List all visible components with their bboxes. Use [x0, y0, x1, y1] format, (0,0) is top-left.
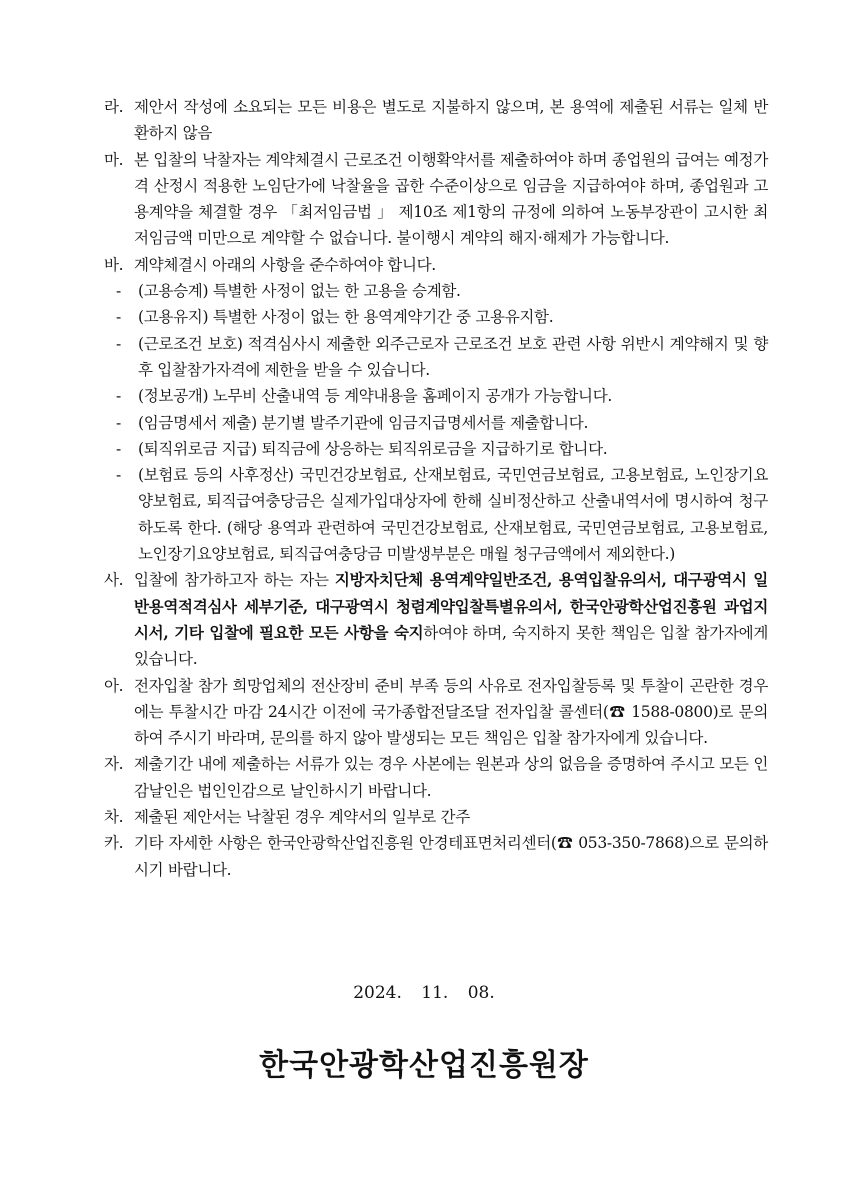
- item-a: [104, 673, 768, 752]
- sub-item-dash: -: [116, 439, 121, 458]
- item-sa-suffix: 하여야 하며, 숙지하지 못한 책임은 입찰 참가자에게 있습니다.: [134, 623, 768, 669]
- item-label: 사.: [104, 571, 124, 590]
- item-text: 기타 자세한 사항은 한국안광학산업진흥원 안경테표면처리센터(☎ 053-350-7868)으로 문의하시기 바랍니다.: [134, 834, 768, 879]
- item-sa-bold-text: 지방자치단체 용역계약일반조건, 용역입찰유의서, 대구광역시 일반용역적격심사 세부기준, 대구광역시 청렴계약입찰특별유의서, 한국안광학산업진흥원 과업지시서, 기타 입찰에 필요한 모든 사항을 숙지: [134, 570, 768, 642]
- sub-item-insurance-settlement: [104, 462, 768, 567]
- sub-item-wage-statement: [104, 410, 768, 436]
- item-label: 자.: [104, 755, 124, 774]
- item-label: 라.: [104, 98, 124, 116]
- sub-item-text: (퇴직위로금 지급) 퇴직금에 상응하는 퇴직위로금을 지급하기로 합니다.: [138, 439, 608, 458]
- item-text: 제출된 제안서는 낙찰된 경우 계약서의 일부로 간주: [134, 808, 470, 827]
- sub-item-information-disclosure: [104, 383, 768, 409]
- item-sa: [104, 567, 768, 672]
- sub-item-dash: -: [116, 334, 121, 353]
- item-ka: [104, 830, 768, 883]
- sub-item-dash: -: [116, 466, 121, 485]
- document-date: 2024. 11. 08.: [353, 983, 495, 1003]
- sub-item-dash: -: [116, 308, 121, 327]
- item-ja: [104, 751, 768, 804]
- sub-item-retirement-allowance: [104, 436, 768, 462]
- sub-item-working-conditions: [104, 331, 768, 384]
- item-cha: [104, 804, 768, 830]
- notice-body: [104, 94, 768, 883]
- item-text: 제안서 작성에 소요되는 모든 비용은 별도로 지불하지 않으며, 본 용역에 제출된 서류는 일체 반환하지 않음: [134, 98, 768, 143]
- sub-item-dash: -: [116, 282, 121, 301]
- issuer-signature: 한국안광학산업진흥원장: [259, 1048, 589, 1083]
- sub-item-dash: -: [116, 387, 121, 406]
- item-label: 카.: [104, 834, 124, 853]
- item-label: 마.: [104, 150, 124, 169]
- item-ra: [104, 94, 768, 147]
- item-label: 바.: [104, 255, 124, 274]
- item-text: 전자입찰 참가 희망업체의 전산장비 준비 부족 등의 사유로 전자입찰등록 및 투찰이 곤란한 경우에는 투찰시간 마감 24시간 이전에 국가종합전달조달 전자입찰 콜센터(☎ 1588-0800)로 문의하여 주시기 바라며, 문의를 하지 않아 발생되는 모든 책임은 입찰 참가자에게 있습니다.: [134, 676, 768, 748]
- item-text: 본 입찰의 낙찰자는 계약체결시 근로조건 이행확약서를 제출하여야 하며 종업원의 급여는 예정가격 산정시 적용한 노임단가에 낙찰율을 곱한 수준이상으로 임금을 지급하여야 하며, 종업원과 고용계약을 체결할 경우 「최저임금법 」 제10조 제1항의 규정에 의하여 노동부장관이 고시한 최저임금액 미만으로 계약할 수 없습니다. 불이행시 계약의 해지·해제가 가능합니다.: [134, 150, 768, 248]
- sub-item-text: (정보공개) 노무비 산출내역 등 계약내용을 홈페이지 공개가 가능합니다.: [138, 387, 613, 406]
- item-text: [134, 567, 768, 672]
- item-ba: [104, 252, 768, 278]
- sub-item-text: (고용유지) 특별한 사정이 없는 한 용역계약기간 중 고용유지함.: [138, 308, 554, 327]
- item-ma: [104, 147, 768, 252]
- sub-item-employment-maintenance: [104, 304, 768, 330]
- item-text: 계약체결시 아래의 사항을 준수하여야 합니다.: [134, 255, 436, 274]
- sub-item-text: (근로조건 보호) 적격심사시 제출한 외주근로자 근로조건 보호 관련 사항 위반시 계약해지 및 향후 입찰참가자격에 제한을 받을 수 있습니다.: [138, 334, 768, 379]
- sub-item-dash: -: [116, 413, 121, 432]
- sub-item-text: (고용승계) 특별한 사정이 없는 한 고용을 승계함.: [138, 282, 461, 301]
- sub-item-employment-succession: [104, 278, 768, 304]
- item-label: 아.: [104, 676, 124, 695]
- sub-item-text: (보험료 등의 사후정산) 국민건강보험료, 산재보험료, 국민연금보험료, 고용보험료, 노인장기요양보험료, 퇴직급여충당금은 실제가입대상자에 한해 실비정산하고 산출내역서에 명시하여 청구하도록 한다. (해당 용역과 관련하여 국민건강보험료, 산재보험료, 국민연금보험료, 고용보험료, 노인장기요양보험료, 퇴직급여충당금 미발생부분은 매월 청구금액에서 제외한다.): [138, 466, 768, 564]
- sub-item-text: (임금명세서 제출) 분기별 발주기관에 임금지급명세서를 제출합니다.: [138, 413, 589, 432]
- item-label: 차.: [104, 808, 124, 827]
- item-sa-prefix: 입찰에 참가하고자 하는 자는: [134, 571, 335, 590]
- item-text: 제출기간 내에 제출하는 서류가 있는 경우 사본에는 원본과 상의 없음을 증명하여 주시고 모든 인감날인은 법인인감으로 날인하시기 바랍니다.: [134, 755, 768, 800]
